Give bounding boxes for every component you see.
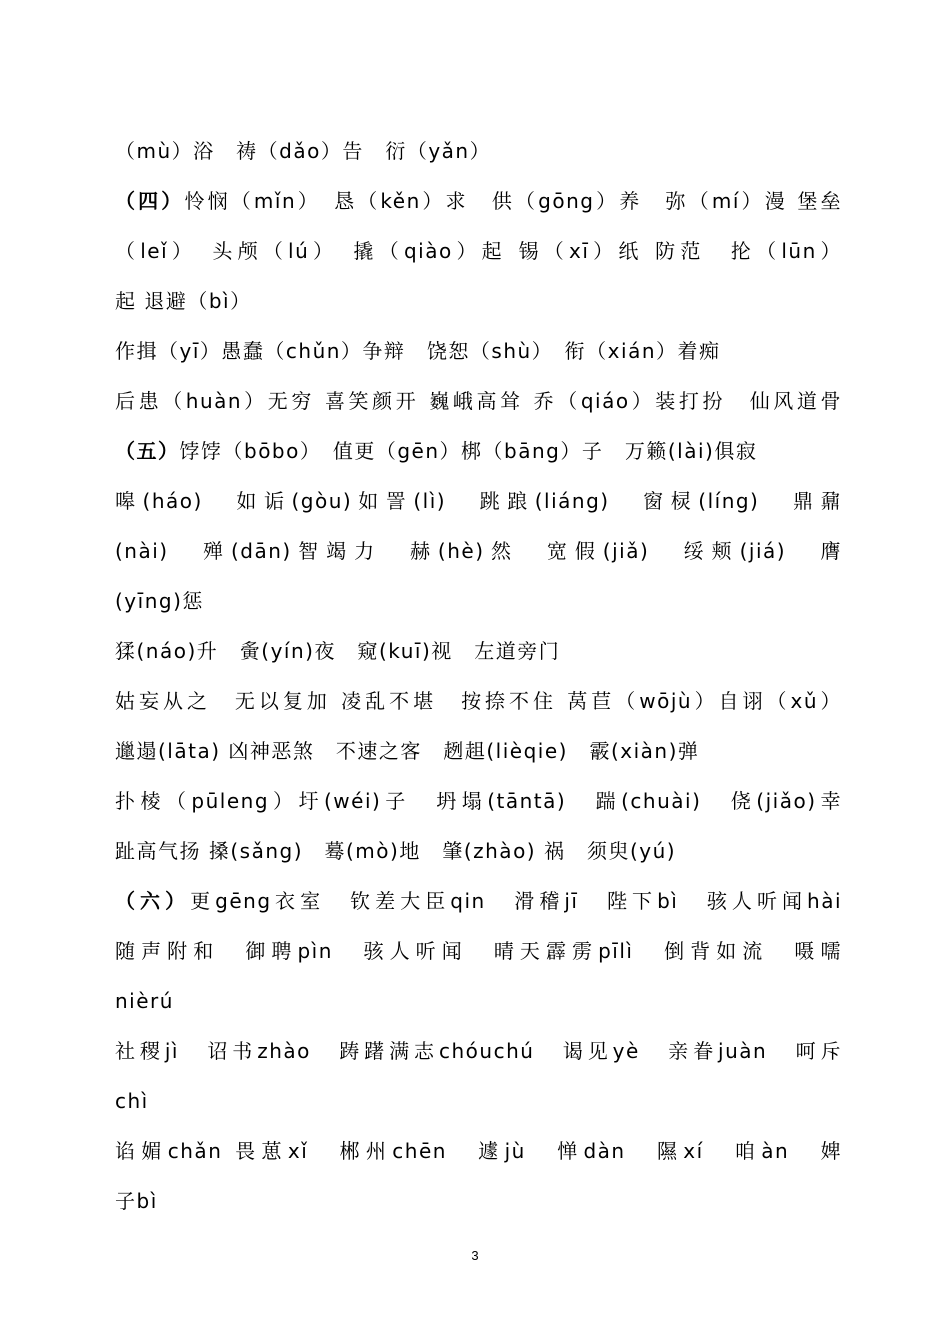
text-line: 猱(náo)升 夤(yín)夜 窥(kuī)视 左道旁门 xyxy=(115,639,561,663)
text-line: 趾高气扬 搡(sǎng) 蓦(mò)地 肇(zhào) 祸 须臾(yú) xyxy=(115,839,677,863)
text-line: 嗥(háo) 如诟(gòu)如詈(lì) 跳踉(liáng) 窗棂(líng) 鼎鼐 xyxy=(115,489,842,513)
text-line: chì xyxy=(115,1089,149,1113)
text-line: 姑妄从之 无以复加 凌乱不堪 按捺不住 莴苣（wōjù）自诩（xǔ） xyxy=(115,689,842,713)
text-line: 起 退避（bì） xyxy=(115,289,252,313)
text-line: (yīng)惩 xyxy=(115,589,204,613)
text-line: 扑棱（pūleng）圩(wéi)子 坍塌(tāntā) 踹(chuài) 侥(jiǎo)幸 xyxy=(115,789,842,813)
page-number: 3 xyxy=(471,1248,479,1263)
text-line: （leǐ） 头颅（lú） 撬（qiào）起 锡（xī）纸 防范 抡（lūn） xyxy=(115,239,842,263)
text-line: 子bì xyxy=(115,1189,158,1213)
section-heading: （五） xyxy=(115,439,180,463)
section-heading: （四） xyxy=(115,189,185,213)
text-line: 社稷jì 诏书zhào 踌躇满志chóuchú 谒见yè 亲眷juàn 呵斥 xyxy=(115,1039,842,1063)
text-line: （六）更gēng衣室 钦差大臣qin 滑稽jī 陛下bì 骇人听闻hài xyxy=(115,889,843,913)
text-line: 邋遢(lāta) 凶神恶煞 不速之客 趔趄(lièqie) 霰(xiàn)弹 xyxy=(115,739,700,763)
text-line: 后患（huàn）无穷 喜笑颜开 巍峨高耸 乔（qiáo）装打扮 仙风道骨 xyxy=(115,389,842,413)
text-line: （五）饽饽（bōbo） 值更（gēn）梆（bāng）子 万籁(lài)俱寂 xyxy=(115,439,758,463)
text-line: （mù）浴 祷（dǎo）告 衍（yǎn） xyxy=(115,139,492,163)
section-heading: （六） xyxy=(115,889,191,913)
text-line: （四）怜悯（mǐn） 恳（kěn）求 供（gōng）养 弥（mí）漫 堡垒 xyxy=(115,189,843,213)
text-line: 随声附和 御聘pìn 骇人听闻 晴天霹雳pīlì 倒背如流 嗫嚅 xyxy=(115,939,842,963)
text-line: 谄媚chǎn 畏葸xǐ 郴州chēn 遽jù 惮dàn 隰xí 咱àn 婢 xyxy=(115,1139,842,1163)
text-line: nièrú xyxy=(115,989,174,1013)
text-line: 作揖（yī）愚蠢（chǔn）争辩 饶恕（shù） 衔（xián）着痴 xyxy=(115,339,721,363)
text-line: (nài) 殚(dān)智竭力 赫(hè)然 宽假(jiǎ) 绥颊(jiá) 膺 xyxy=(115,539,842,563)
